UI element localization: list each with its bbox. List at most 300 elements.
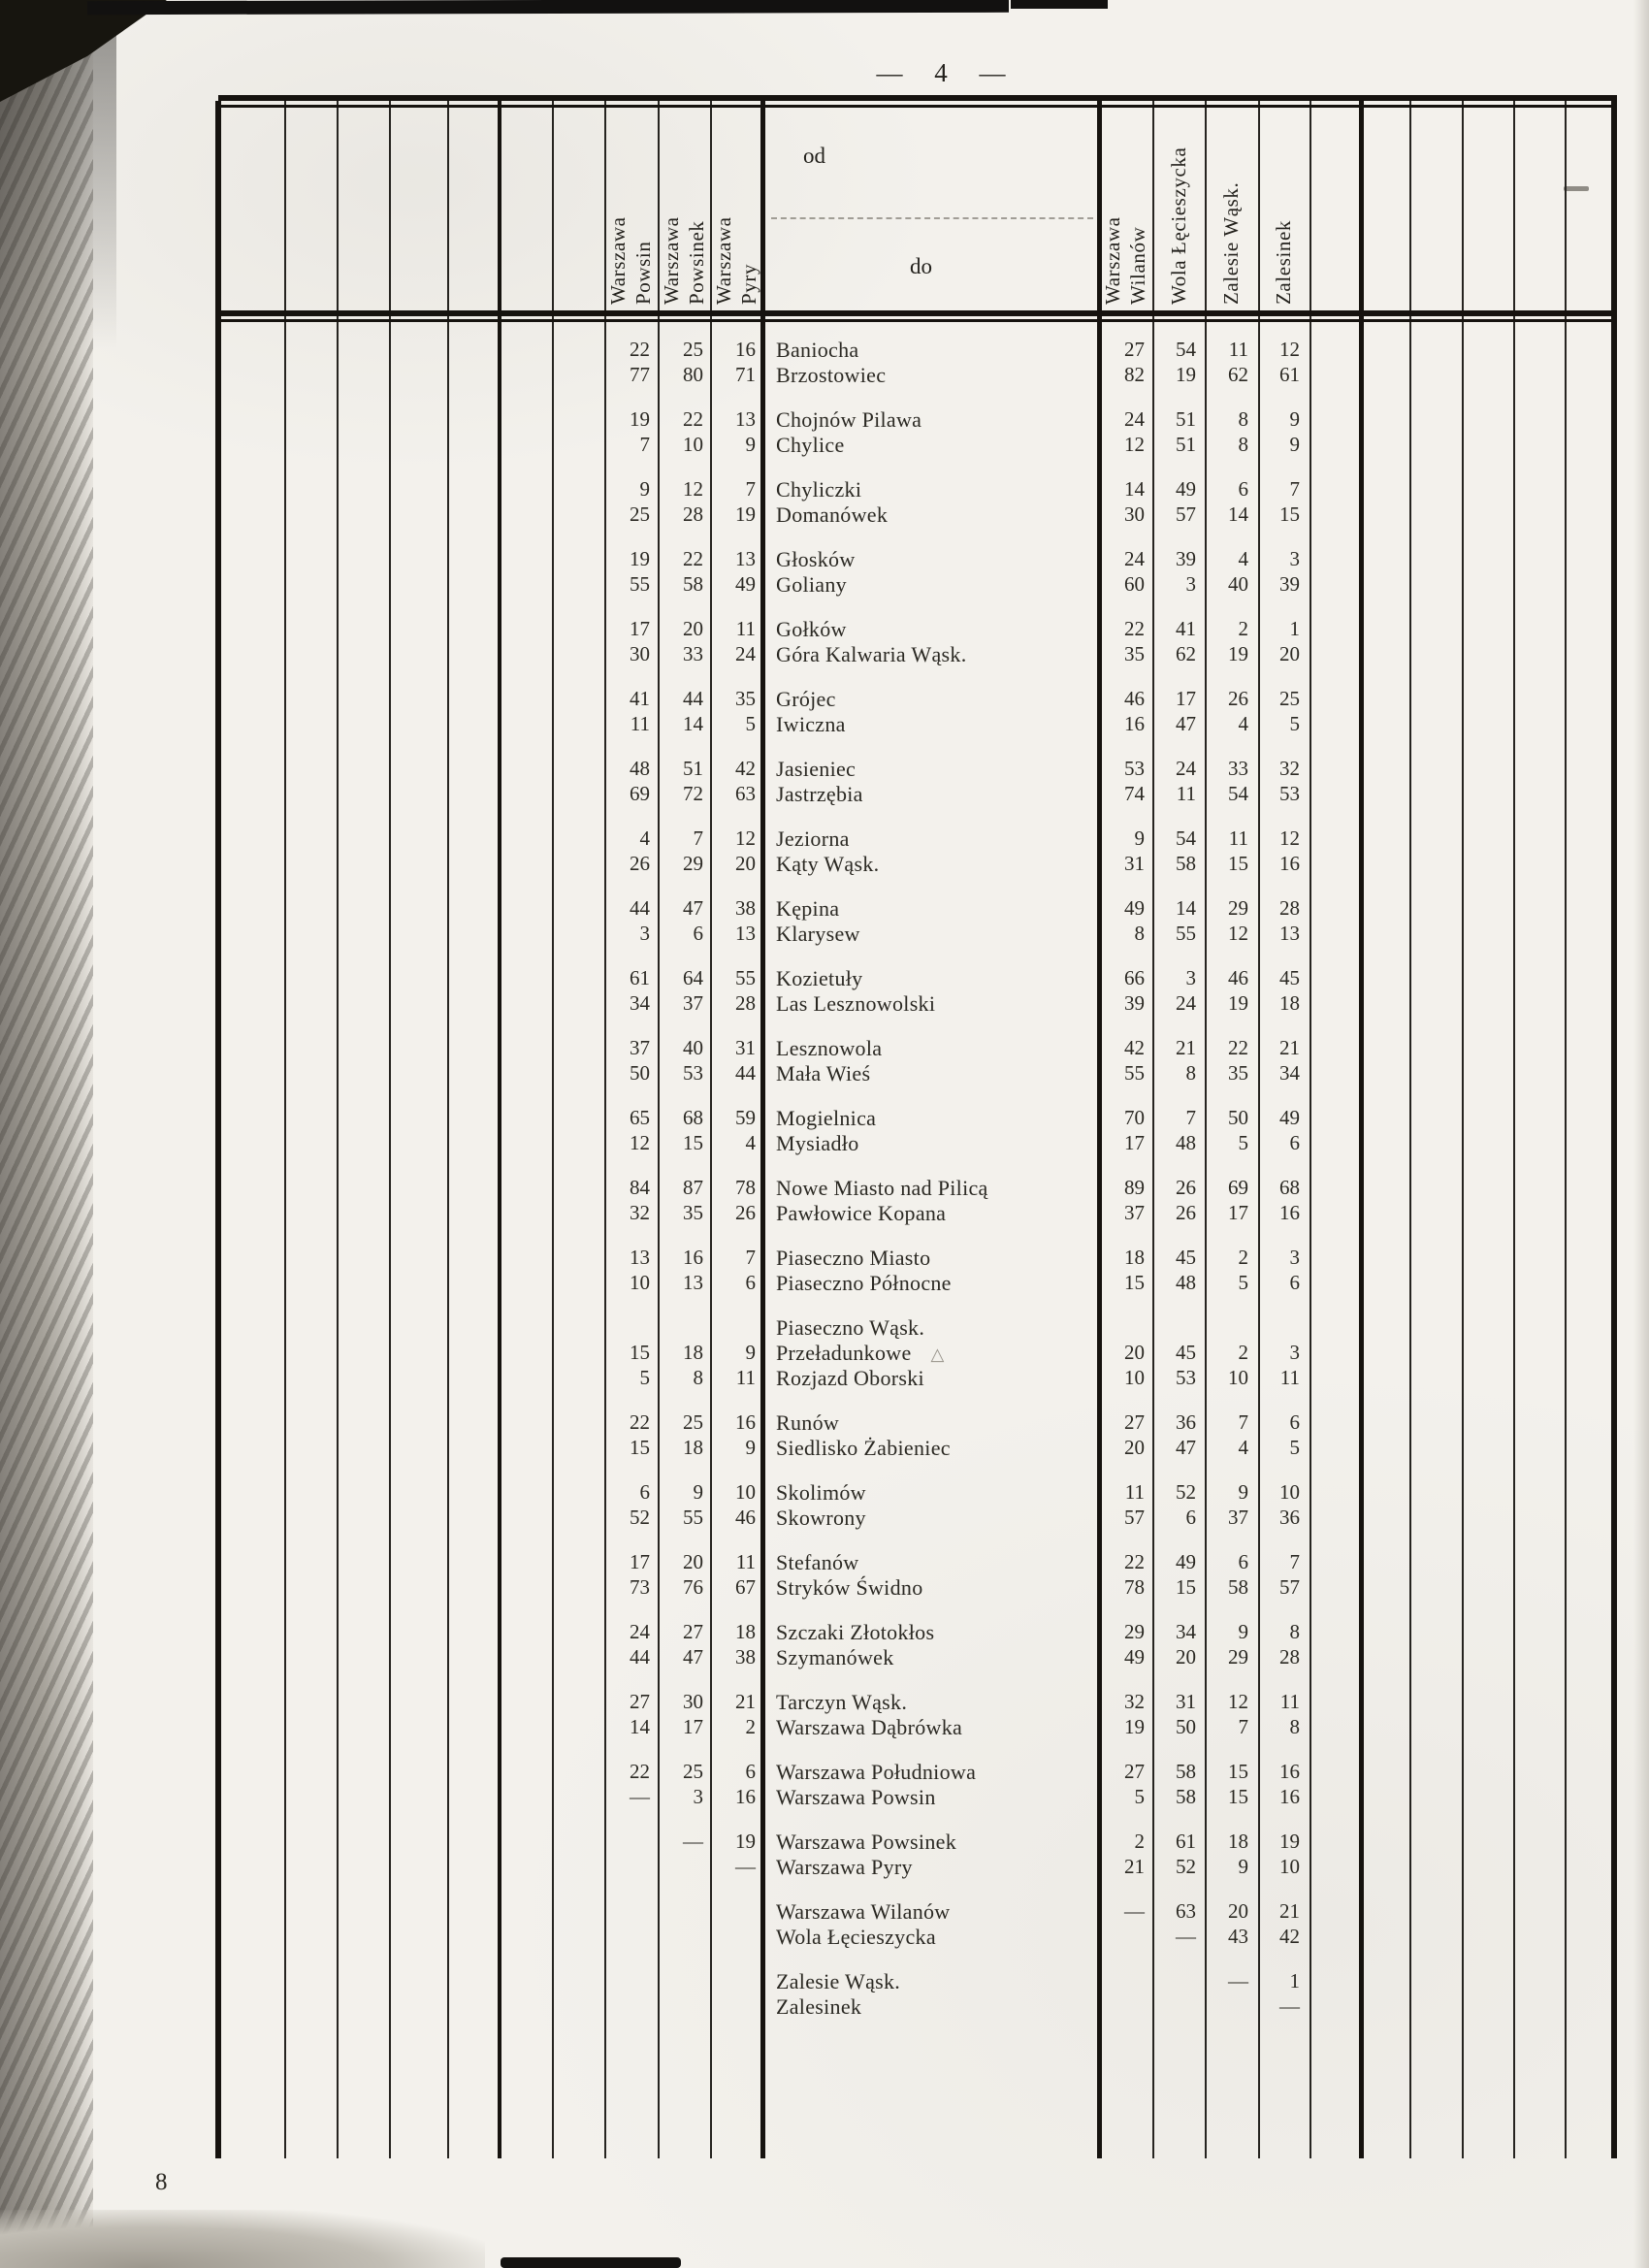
table-cell: 27 xyxy=(630,1690,650,1713)
station-name: Rozjazd Oborski xyxy=(776,1366,924,1390)
table-cell: 1 xyxy=(1289,1969,1300,1993)
table-cell: 7 xyxy=(693,826,703,850)
table-cell: 15 xyxy=(1279,502,1300,526)
table-cell: 16 xyxy=(1124,712,1145,735)
table-cell: 27 xyxy=(1124,1760,1145,1783)
table-row xyxy=(218,363,1615,388)
table-cell: 19 xyxy=(1279,1830,1300,1853)
table-cell: 21 xyxy=(1176,1036,1196,1059)
table-cell: 8 xyxy=(693,1366,703,1389)
table-cell: 4 xyxy=(1238,547,1248,570)
station-row-group xyxy=(218,1690,1615,1740)
table-row xyxy=(218,1131,1615,1156)
table-row xyxy=(218,1036,1615,1061)
table-cell: 15 xyxy=(1228,1785,1248,1808)
station-name: Głosków xyxy=(776,547,856,571)
table-cell: 13 xyxy=(735,922,756,945)
table-row xyxy=(218,782,1615,807)
table-cell: 58 xyxy=(1228,1575,1248,1599)
station-name: Kępina xyxy=(776,896,840,921)
table-cell: 11 xyxy=(630,712,650,735)
station-name: Chojnów Pilawa xyxy=(776,407,922,432)
table-cell: 3 xyxy=(639,922,650,945)
table-cell: 5 xyxy=(1289,712,1300,735)
table-cell: 31 xyxy=(735,1036,756,1059)
station-name: Nowe Miasto nad Pilicą xyxy=(776,1176,988,1200)
table-cell: — xyxy=(683,1830,703,1853)
table-row xyxy=(218,1271,1615,1296)
table-cell: 41 xyxy=(630,687,650,710)
table-cell: 24 xyxy=(1124,407,1145,431)
table-cell: 63 xyxy=(1176,1899,1196,1923)
table-cell: 17 xyxy=(630,617,650,640)
table-cell: 27 xyxy=(1124,338,1145,361)
table-cell: 64 xyxy=(683,966,703,989)
station-name: Las Lesznowolski xyxy=(776,991,936,1016)
table-cell: 3 xyxy=(1289,1341,1300,1364)
table-cell: 19 xyxy=(1228,991,1248,1015)
table-cell: 38 xyxy=(735,1645,756,1669)
scan-edge-artifact xyxy=(501,2257,681,2268)
table-cell: 29 xyxy=(1228,896,1248,920)
table-cell: 61 xyxy=(630,966,650,989)
table-cell: 57 xyxy=(1279,1575,1300,1599)
table-cell: 37 xyxy=(683,991,703,1015)
station-name: Iwiczna xyxy=(776,712,846,736)
column-header-line: Warszawa xyxy=(606,216,630,305)
table-row xyxy=(218,1785,1615,1810)
table-cell: 17 xyxy=(683,1715,703,1738)
table-cell: 43 xyxy=(1228,1925,1248,1948)
table-cell: 34 xyxy=(630,991,650,1015)
table-cell: 10 xyxy=(630,1271,650,1294)
table-row xyxy=(218,1925,1615,1950)
table-cell: 52 xyxy=(630,1506,650,1529)
table-cell: 18 xyxy=(1124,1246,1145,1269)
table-cell: 2 xyxy=(745,1715,756,1738)
table-cell: 29 xyxy=(1228,1645,1248,1669)
table-cell xyxy=(1140,1315,1196,1341)
table-cell: 76 xyxy=(683,1575,703,1599)
table-cell: 9 xyxy=(693,1480,703,1504)
table-cell: 7 xyxy=(745,1246,756,1269)
station-row-group xyxy=(218,1246,1615,1296)
table-cell: 25 xyxy=(683,338,703,361)
table-cell: 14 xyxy=(1228,502,1248,526)
table-row xyxy=(218,1106,1615,1131)
table-cell: 18 xyxy=(683,1436,703,1459)
table-cell: 17 xyxy=(1124,1131,1145,1154)
table-row xyxy=(218,687,1615,712)
station-name: Kozietuły xyxy=(776,966,863,990)
table-cell: 20 xyxy=(1228,1899,1248,1923)
table-cell: 17 xyxy=(1176,687,1196,710)
station-name: Zalesinek xyxy=(776,1994,862,2019)
table-cell: 5 xyxy=(745,712,756,735)
table-cell: 11 xyxy=(735,1550,756,1573)
table-row xyxy=(218,991,1615,1017)
table-cell: 3 xyxy=(1185,572,1196,596)
table-cell: 87 xyxy=(683,1176,703,1199)
table-cell: 44 xyxy=(630,896,650,920)
table-cell xyxy=(592,1994,650,2020)
table-cell: 2 xyxy=(1238,1341,1248,1364)
table-cell xyxy=(697,1315,756,1341)
table-row xyxy=(218,1969,1615,1994)
od-do-divider xyxy=(771,217,1093,219)
table-cell: 11 xyxy=(1176,782,1196,805)
column-header-line: Warszawa xyxy=(712,216,735,305)
table-cell: 49 xyxy=(735,572,756,596)
table-cell: 11 xyxy=(1279,1366,1300,1389)
table-cell: 30 xyxy=(630,642,650,665)
table-cell: 8 xyxy=(1185,1061,1196,1085)
table-row xyxy=(218,547,1615,572)
table-cell: 12 xyxy=(630,1131,650,1154)
station-name: Lesznowola xyxy=(776,1036,883,1060)
table-cell: 22 xyxy=(630,1760,650,1783)
stray-ink-mark xyxy=(1564,186,1589,191)
table-cell: 20 xyxy=(735,852,756,875)
station-name: Warszawa Powsin xyxy=(776,1785,936,1809)
table-cell xyxy=(645,1315,703,1341)
table-cell: 3 xyxy=(1185,966,1196,989)
table-cell: 82 xyxy=(1124,363,1145,386)
header-do-label: do xyxy=(910,254,932,278)
table-cell: 15 xyxy=(630,1436,650,1459)
column-header-line: Zalesie Wąsk. xyxy=(1219,181,1243,305)
table-cell: 13 xyxy=(630,1246,650,1269)
table-cell: 13 xyxy=(735,407,756,431)
table-cell: 61 xyxy=(1279,363,1300,386)
station-name: Warszawa Wilanów xyxy=(776,1899,951,1924)
table-cell: 51 xyxy=(1176,433,1196,456)
table-cell: 58 xyxy=(683,572,703,596)
table-cell: 21 xyxy=(1279,1899,1300,1923)
column-header-line: Zalesinek xyxy=(1272,219,1295,305)
station-name: Jastrzębia xyxy=(776,782,863,806)
table-cell: 6 xyxy=(745,1271,756,1294)
table-cell: 47 xyxy=(1176,1436,1196,1459)
station-row-group xyxy=(218,687,1615,737)
table-cell: 20 xyxy=(1124,1341,1145,1364)
table-cell: 2 xyxy=(1238,617,1248,640)
station-name: Warszawa Dąbrówka xyxy=(776,1715,963,1739)
table-cell xyxy=(592,1899,650,1925)
table-cell: 9 xyxy=(1238,1480,1248,1504)
table-cell: 9 xyxy=(639,477,650,501)
table-row xyxy=(218,1830,1615,1855)
table-cell: 55 xyxy=(1176,922,1196,945)
station-name: Chylice xyxy=(776,433,845,457)
table-cell: 70 xyxy=(1124,1106,1145,1129)
table-cell: 4 xyxy=(745,1131,756,1154)
table-cell: 71 xyxy=(735,363,756,386)
table-row xyxy=(218,1994,1615,2020)
table-cell: 78 xyxy=(735,1176,756,1199)
station-name: Stryków Świdno xyxy=(776,1575,923,1600)
table-cell: 39 xyxy=(1124,991,1145,1015)
table-cell: 11 xyxy=(735,617,756,640)
header-od-label: od xyxy=(803,144,825,168)
table-cell: 11 xyxy=(1124,1480,1145,1504)
table-cell: 53 xyxy=(1279,782,1300,805)
table-cell: 9 xyxy=(745,433,756,456)
table-cell: 10 xyxy=(1279,1480,1300,1504)
table-cell: 4 xyxy=(1238,712,1248,735)
table-cell: 35 xyxy=(735,687,756,710)
station-row-group xyxy=(218,547,1615,598)
table-cell: — xyxy=(1176,1925,1196,1948)
table-cell: 37 xyxy=(1228,1506,1248,1529)
table-row xyxy=(218,407,1615,433)
table-row xyxy=(218,617,1615,642)
table-cell: 20 xyxy=(683,617,703,640)
table-cell: 9 xyxy=(1134,826,1145,850)
table-cell: 73 xyxy=(630,1575,650,1599)
table-cell: 19 xyxy=(735,502,756,526)
station-name: Piaseczno Miasto xyxy=(776,1246,931,1270)
table-cell: 47 xyxy=(683,896,703,920)
table-cell: 5 xyxy=(1238,1131,1248,1154)
station-name: Skowrony xyxy=(776,1506,866,1530)
table-cell: 72 xyxy=(683,782,703,805)
table-cell: 8 xyxy=(1238,433,1248,456)
table-cell: 34 xyxy=(1176,1620,1196,1643)
table-cell: 5 xyxy=(1238,1271,1248,1294)
table-cell: 37 xyxy=(630,1036,650,1059)
table-cell xyxy=(1086,1925,1145,1950)
table-row xyxy=(218,922,1615,947)
table-cell: 53 xyxy=(1124,757,1145,780)
table-cell: 20 xyxy=(683,1550,703,1573)
table-cell: 16 xyxy=(1279,852,1300,875)
table-cell: 15 xyxy=(1228,1760,1248,1783)
station-name: Mała Wieś xyxy=(776,1061,871,1085)
station-row-group xyxy=(218,1315,1615,1391)
table-cell: 30 xyxy=(1124,502,1145,526)
table-cell: 54 xyxy=(1176,826,1196,850)
table-horizontal-rule xyxy=(218,105,1617,108)
table-cell: 62 xyxy=(1176,642,1196,665)
station-name: Zalesie Wąsk. xyxy=(776,1969,901,1993)
table-cell: 21 xyxy=(735,1690,756,1713)
table-cell: 13 xyxy=(735,547,756,570)
table-cell: 5 xyxy=(1134,1785,1145,1808)
table-cell: 12 xyxy=(1124,433,1145,456)
table-cell: 54 xyxy=(1176,338,1196,361)
station-name: Warszawa Południowa xyxy=(776,1760,977,1784)
table-cell: 10 xyxy=(735,1480,756,1504)
table-cell: 49 xyxy=(1124,1645,1145,1669)
table-cell: 11 xyxy=(1228,826,1248,850)
table-cell: 19 xyxy=(735,1830,756,1853)
table-cell: 52 xyxy=(1176,1855,1196,1878)
table-cell: 33 xyxy=(1228,757,1248,780)
table-cell: 44 xyxy=(683,687,703,710)
table-cell: 66 xyxy=(1124,966,1145,989)
table-cell: 40 xyxy=(1228,572,1248,596)
triangle-marker-icon: △ xyxy=(930,1345,945,1365)
table-cell: — xyxy=(1124,1899,1145,1923)
station-row-group xyxy=(218,757,1615,807)
table-cell: 28 xyxy=(735,991,756,1015)
table-cell: 19 xyxy=(1124,1715,1145,1738)
table-cell: 48 xyxy=(1176,1271,1196,1294)
table-cell: 68 xyxy=(683,1106,703,1129)
table-cell: 7 xyxy=(1238,1715,1248,1738)
table-cell: 20 xyxy=(1279,642,1300,665)
table-row xyxy=(218,1061,1615,1086)
table-cell xyxy=(1086,1969,1145,1994)
table-cell: 16 xyxy=(735,338,756,361)
table-cell: 12 xyxy=(683,477,703,501)
table-cell: 55 xyxy=(630,572,650,596)
table-cell xyxy=(1192,1994,1248,2020)
page-number-top: — 4 — xyxy=(876,58,1006,87)
table-cell: 18 xyxy=(735,1620,756,1643)
table-cell: 19 xyxy=(630,407,650,431)
table-cell: 48 xyxy=(1176,1131,1196,1154)
table-cell: 47 xyxy=(683,1645,703,1669)
station-name: Gołków xyxy=(776,617,847,641)
table-row xyxy=(218,1855,1615,1880)
table-cell: — xyxy=(630,1785,650,1808)
table-cell: 4 xyxy=(1238,1436,1248,1459)
table-cell: 28 xyxy=(1279,896,1300,920)
column-header-line: Powsinek xyxy=(685,220,708,305)
table-cell: 46 xyxy=(1124,687,1145,710)
table-cell: 49 xyxy=(1124,896,1145,920)
table-cell: 11 xyxy=(735,1366,756,1389)
table-cell xyxy=(1140,1994,1196,2020)
station-name: Pawłowice Kopana xyxy=(776,1201,947,1225)
table-cell: 57 xyxy=(1176,502,1196,526)
station-name: Przeładunkowe △ xyxy=(776,1341,945,1365)
column-header-line: Pyry xyxy=(737,263,760,305)
table-cell: 15 xyxy=(683,1131,703,1154)
table-row xyxy=(218,1550,1615,1575)
column-header-rotated xyxy=(1271,219,1355,330)
table-cell: 4 xyxy=(639,826,650,850)
table-cell: 61 xyxy=(1176,1830,1196,1853)
table-cell xyxy=(592,1969,650,1994)
table-cell: 40 xyxy=(683,1036,703,1059)
station-name: Szczaki Złotokłos xyxy=(776,1620,935,1644)
table-horizontal-rule xyxy=(218,319,1612,322)
table-cell: 16 xyxy=(1279,1785,1300,1808)
table-cell: 21 xyxy=(1124,1855,1145,1878)
table-cell: 25 xyxy=(630,502,650,526)
table-cell: 35 xyxy=(683,1201,703,1224)
table-cell: 26 xyxy=(735,1201,756,1224)
station-row-group xyxy=(218,1899,1615,1950)
table-cell: 6 xyxy=(1238,1550,1248,1573)
station-row-group xyxy=(218,826,1615,877)
table-cell xyxy=(645,1969,703,1994)
table-cell: — xyxy=(735,1855,756,1878)
table-cell: 6 xyxy=(1289,1131,1300,1154)
table-cell: 31 xyxy=(1124,852,1145,875)
table-cell xyxy=(1086,1315,1145,1341)
table-cell: 17 xyxy=(630,1550,650,1573)
table-cell xyxy=(1192,1315,1248,1341)
table-cell: 42 xyxy=(735,757,756,780)
table-row xyxy=(218,826,1615,852)
table-cell: 8 xyxy=(1238,407,1248,431)
table-cell: 24 xyxy=(1176,991,1196,1015)
station-name: Klarysew xyxy=(776,922,860,946)
station-name: Warszawa Powsinek xyxy=(776,1830,956,1854)
station-name: Domanówek xyxy=(776,502,889,527)
table-cell xyxy=(645,1855,703,1880)
station-row-group xyxy=(218,407,1615,458)
table-cell: 58 xyxy=(1176,852,1196,875)
table-cell: 6 xyxy=(639,1480,650,1504)
table-cell: 22 xyxy=(1124,1550,1145,1573)
sheet-number-bottom: 8 xyxy=(155,2169,168,2195)
table-cell: 22 xyxy=(630,338,650,361)
table-row xyxy=(218,1620,1615,1645)
table-cell xyxy=(1245,1315,1300,1341)
table-cell: 18 xyxy=(683,1341,703,1364)
table-cell: 54 xyxy=(1228,782,1248,805)
table-cell: 32 xyxy=(1124,1690,1145,1713)
table-cell: 20 xyxy=(1176,1645,1196,1669)
table-body xyxy=(218,338,1615,2039)
table-row xyxy=(218,1176,1615,1201)
table-cell: 22 xyxy=(683,407,703,431)
table-cell: 36 xyxy=(1279,1506,1300,1529)
table-row xyxy=(218,477,1615,502)
station-name: Grójec xyxy=(776,687,836,711)
table-cell: 38 xyxy=(735,896,756,920)
table-cell: 14 xyxy=(1124,477,1145,501)
table-cell: 55 xyxy=(735,966,756,989)
table-cell: 8 xyxy=(1289,1620,1300,1643)
table-row xyxy=(218,1715,1615,1740)
table-cell: 9 xyxy=(745,1341,756,1364)
table-cell: 10 xyxy=(1228,1366,1248,1389)
table-cell: 62 xyxy=(1228,363,1248,386)
table-cell: 16 xyxy=(735,1785,756,1808)
table-cell: 16 xyxy=(735,1410,756,1434)
table-cell: 10 xyxy=(1124,1366,1145,1389)
station-name: Mogielnica xyxy=(776,1106,877,1130)
table-cell: 69 xyxy=(1228,1176,1248,1199)
table-cell: 17 xyxy=(1228,1201,1248,1224)
table-cell: 6 xyxy=(745,1760,756,1783)
table-row xyxy=(218,1760,1615,1785)
station-name: Jasieniec xyxy=(776,757,857,781)
table-cell: 26 xyxy=(1176,1201,1196,1224)
station-name: Baniocha xyxy=(776,338,859,362)
table-cell: 36 xyxy=(1176,1410,1196,1434)
table-row xyxy=(218,896,1615,922)
table-row xyxy=(218,1690,1615,1715)
table-cell: 13 xyxy=(1279,922,1300,945)
table-cell: 55 xyxy=(1124,1061,1145,1085)
table-cell: 11 xyxy=(1279,1690,1300,1713)
station-row-group xyxy=(218,1620,1615,1670)
table-cell: 49 xyxy=(1279,1106,1300,1129)
table-cell: 84 xyxy=(630,1176,650,1199)
table-cell: 24 xyxy=(1176,757,1196,780)
table-cell: 22 xyxy=(1228,1036,1248,1059)
table-cell: 3 xyxy=(1289,547,1300,570)
table-cell: 15 xyxy=(1228,852,1248,875)
table-cell: 15 xyxy=(630,1341,650,1364)
